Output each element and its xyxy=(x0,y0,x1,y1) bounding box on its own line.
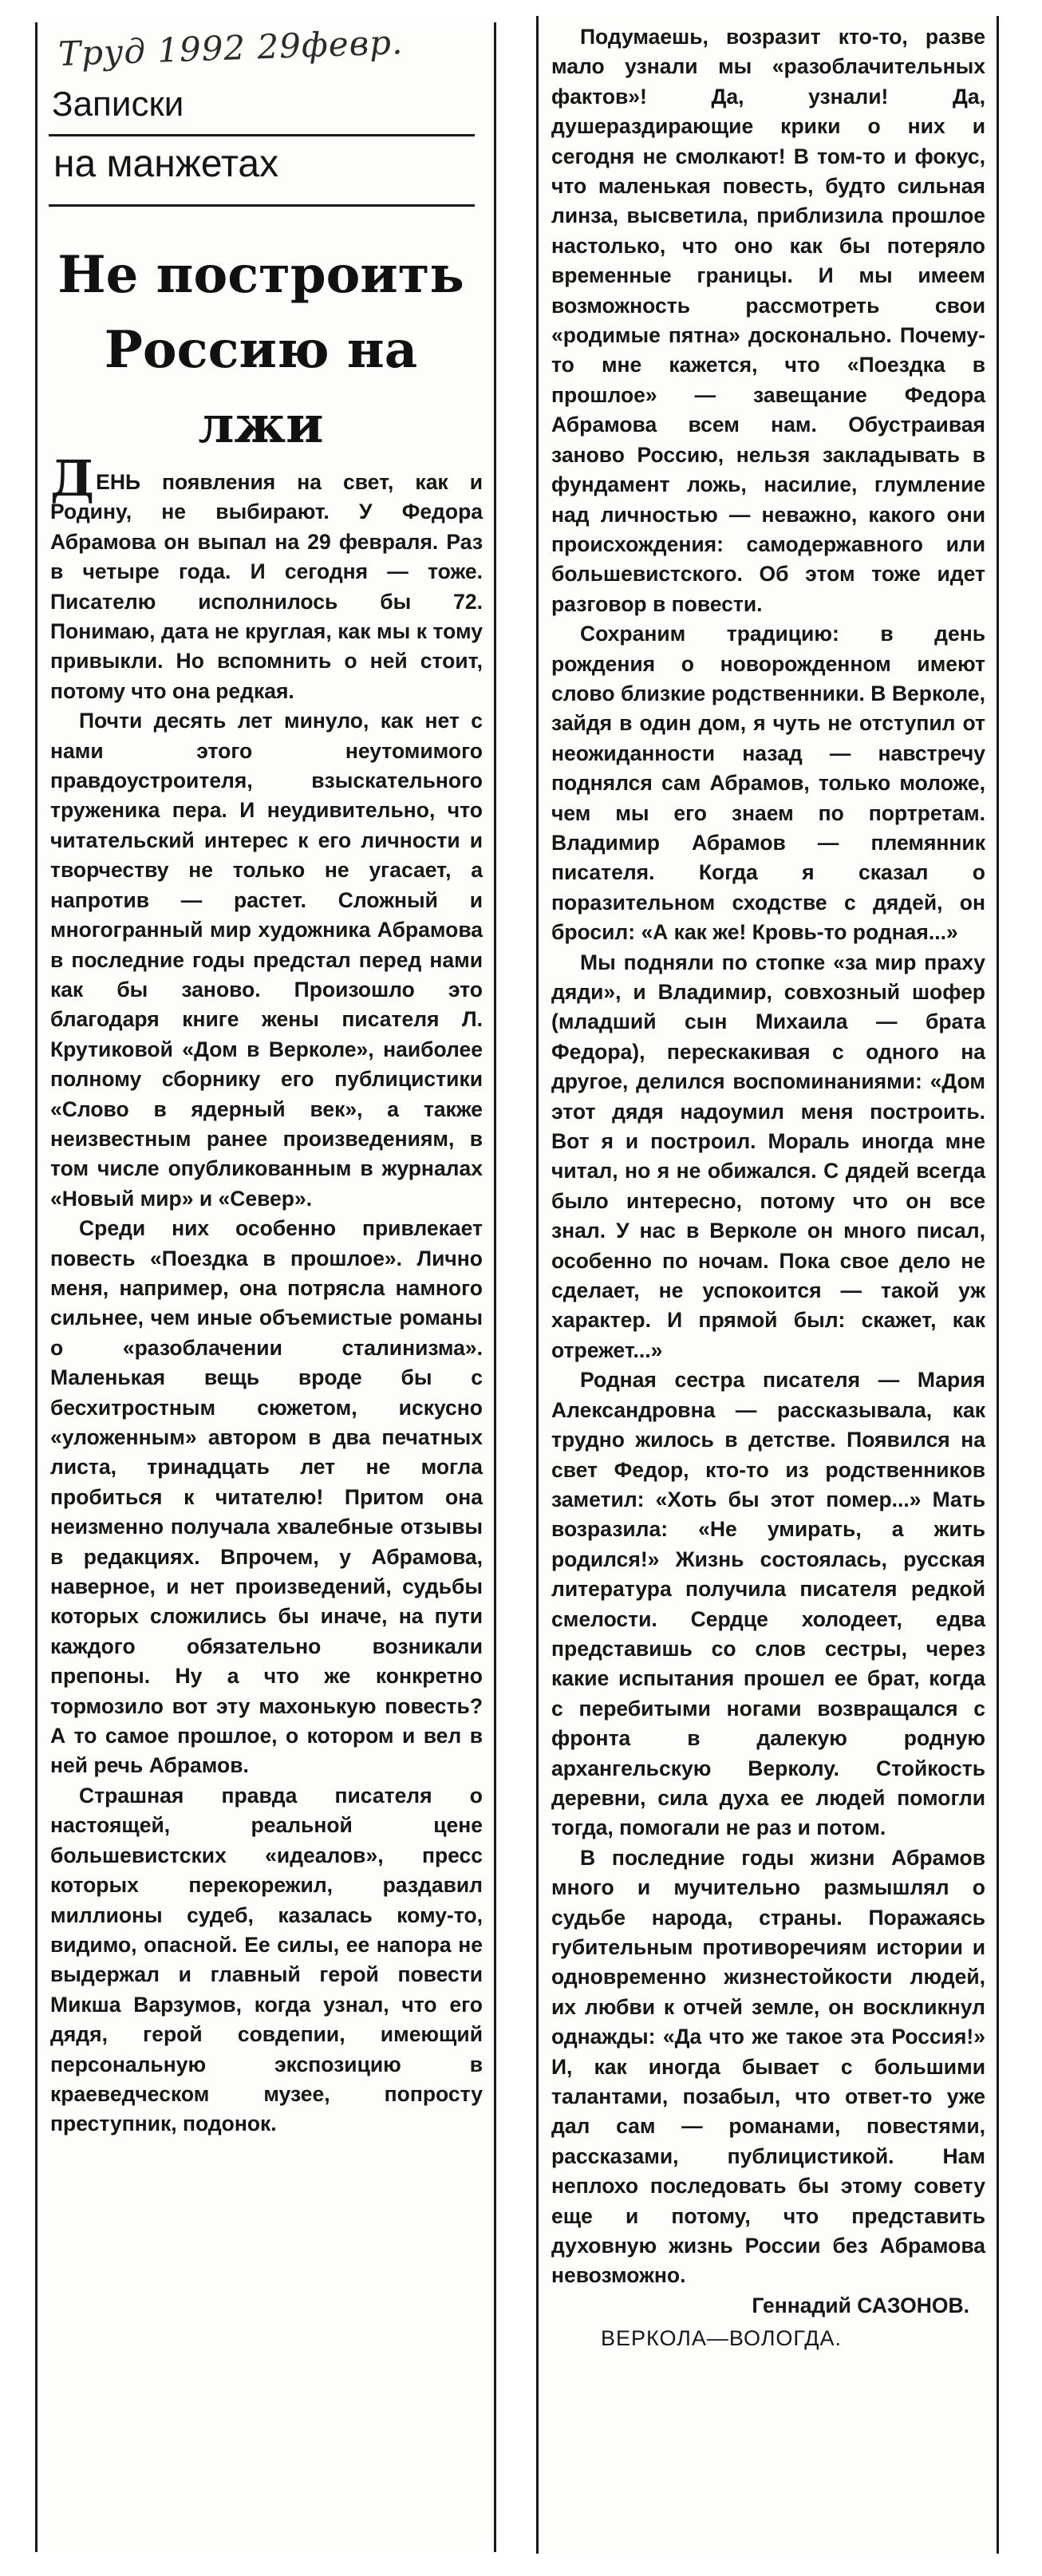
clipping-left-column xyxy=(35,22,496,2552)
paragraph-4: Страшная правда писателя о настоящей, реальной цене большевистских «идеалов», пресс которых перекорежил, раздавил миллионы судеб, казалась кому-то, видимо, опасной. Ее силы, ее напора не выдержал и главный герой повести Микша Варзумов, когда узнал, что его дядя, герой совдепии, имеющий персональную экспозицию в краеведческом музее, попросту преступник, подонок. xyxy=(50,1783,483,2136)
article-text-column-1 xyxy=(50,449,483,2139)
handwritten-note: Труд 1992 29февр. xyxy=(57,22,405,74)
paragraph-7: Мы подняли по стопке «за мир праху дяди», и Владимир, совхозный шофер (младший сын Михаила — брата Федора), перескакивая с одного на другое, делился воспоминаниями: «Дом этот дядя надоумил меня построить. Вот я и построил. Мораль иногда мне читал, но я не обижался. С дядей всегда было интересно, потому что он все знал. У нас в Верколе он много писал, особенно по ночам. Пока свое дело не сделает, не успокоится — такой уж характер. И прямой был: скажет, как отрежет...» xyxy=(551,950,985,1362)
paragraph-9: В последние годы жизни Абрамов много и мучительно размышлял о судьбе народа, страны. Поражаясь губительным противоречиям истории и одновременно жизнестойкости людей, их любви к отчей земле, он воскликнул однажды: «Да что же такое эта Россия!» И, как иногда бывает с большими талантами, позабыл, что ответ-то уже дал сам — романами, повестями, рассказами, публицистикой. Нам неплохо последовать бы этому совету еще и потому, что представить духовную жизнь России без Абрамова невозможно. xyxy=(551,1845,985,2288)
article-text-column-2 xyxy=(551,22,985,2354)
rubric-series: Записки xyxy=(52,85,184,124)
paragraph-2: Почти десять лет минуло, как нет с нами этого неутомимого правдоустроителя, взыскательного труженика пера. И неудивительно, что читательский интерес к его личности и творчеству не только не угасает, а напротив — растет. Сложный и многогранный мир художника Абрамова в последние годы предстал перед нами как бы заново. Произошло это благодаря книге жены писателя Л. Крутиковой «Дом в Верколе», наиболее полному сборнику его публицистики «Слово в ядерный век», а также неизвестным ранее произведениям, в том числе опубликованным в журналах «Новый мир» и «Север». xyxy=(50,709,483,1211)
paragraph-1-text: ЕНЬ появления на свет, как и Родину, не выбирают. У Федора Абрамова он выпал на 29 февраля. Раз в четыре года. И сегодня — тоже. Писателю исполнилось бы 72. Понимаю, дата не круглая, как мы к тому привыкли. Но вспомнить о ней стоит, потому что она редкая. xyxy=(50,470,483,703)
headline: Не построить Россию на лжи xyxy=(57,245,464,455)
paragraph-5: Подумаешь, возразит кто-то, разве мало узнали мы «разоблачительных фактов»! Да, узнали! Да, душераздирающие крики о них и сегодня не смолкают! В том-то и фокус, что маленькая повесть, будто сильная линза, высветила, приблизила прошлое настолько, что оно как бы потеряло временные границы. И мы имеем возможность рассмотреть свои «родимые пятна» досконально. Почему-то мне кажется, что «Поездка в прошлое» — завещание Федора Абрамова всем нам. Обустраивая заново Россию, нельзя закладывать в фундамент ложь, насилие, глумление над личностью — неважно, какого они происхождения: самодержавного или большевистского. Об этом тоже идет разговор в повести. xyxy=(551,25,985,616)
paragraph-1 xyxy=(50,449,483,706)
paragraph-6: Сохраним традицию: в день рождения о новорожденном имеют слово близкие родственники. В Верколе, зайдя в один дом, я чуть не отступил от неожиданности назад — навстречу поднялся сам Абрамов, только моложе, чем мы его знаем по портретам. Владимир Абрамов — племянник писателя. Когда я сказал о поразительном сходстве с дядей, он бросил: «А как же! Кровь-то родная...» xyxy=(551,622,985,945)
clipping-right-column xyxy=(536,16,999,2554)
rubric-section: на манжетах xyxy=(53,143,279,185)
rubric-divider-bottom xyxy=(49,204,475,207)
dateline: ВЕРКОЛА—ВОЛОГДА. xyxy=(601,2326,843,2351)
paragraph-3: Среди них особенно привлекает повесть «Поездка в прошлое». Лично меня, например, она потрясла намного сильнее, чем иные объемистые романы о «разоблачении сталинизма». Маленькая вещь вроде бы с бесхитростным сюжетом, искусно «уложенным» автором в два печатных листа, тринадцать лет не могла пробиться к читателю! Притом она неизменно получала хвалебные отзывы в редакциях. Впрочем, у Абрамова, наверное, и нет произведений, судьбы которых сложились бы иначе, на пути каждого обязательно возникали препоны. Ну а что же конкретно тормозило вот эту махонькую повесть? А то самое прошлое, о котором и вел в ней речь Абрамов. xyxy=(50,1216,483,1778)
dropcap: Д xyxy=(50,449,95,508)
rubric-divider-top xyxy=(49,134,475,136)
paragraph-8: Родная сестра писателя — Мария Александровна — рассказывала, как трудно жилось в детстве. Появился на свет Федор, кто-то из родственников заметил: «Хоть бы этот помер...» Мать возразила: «Не умирать, а жить родился!» Жизнь состоялась, русская литература получила писателя редкой смелости. Сердце холодеет, едва представишь со слов сестры, через какие испытания прошел ее брат, когда с перебитыми ногами возвращался с фронта в далекую родную архангельскую Верколу. Стойкость деревни, сила духа ее людей помогли тогда, помогали не раз и потом. xyxy=(551,1368,985,1840)
author-signature: Геннадий САЗОНОВ. xyxy=(752,2293,969,2317)
